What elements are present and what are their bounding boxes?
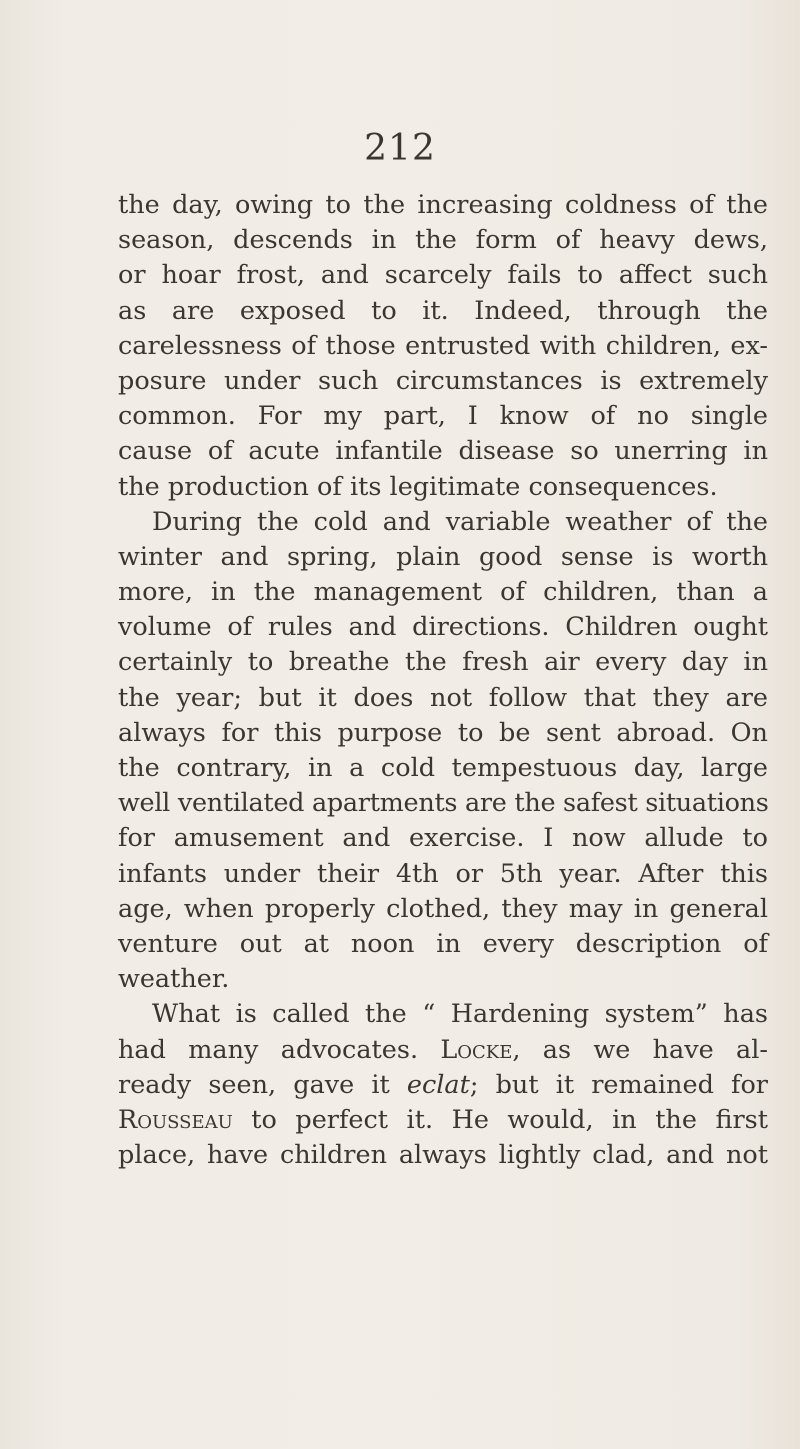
text-segment: , as we have al- <box>512 1034 768 1065</box>
italic-word-eclat: eclat <box>406 1069 470 1100</box>
text-line: or hoar frost, and scarcely fails to affect such <box>118 260 768 291</box>
text-line: the production of its legitimate consequences. <box>118 471 718 502</box>
text-line: weather. <box>118 964 230 995</box>
text-line: posure under such circumstances is extremely <box>118 365 768 396</box>
text-line: cause of acute infantile disease so unerring in <box>118 436 768 467</box>
text-line: the day, owing to the increasing coldness of the <box>118 190 768 220</box>
text-line: the year; but it does not follow that they are <box>118 682 768 713</box>
text-line: infants under their 4th or 5th year. After this <box>118 858 768 889</box>
body-text <box>118 188 768 1173</box>
text-segment: ready seen, gave it <box>118 1069 407 1100</box>
name-rousseau: Rousseau <box>118 1104 233 1135</box>
text-line: certainly to breathe the fresh air every day in <box>118 647 768 678</box>
text-line-eclat <box>118 1068 768 1103</box>
paragraph-start-line: What is called the “ Hardening system” has <box>152 999 768 1030</box>
text-line: well ventilated apartments are the safest situations <box>118 788 769 819</box>
text-segment: ; but it remained for <box>469 1069 768 1100</box>
text-line: for amusement and exercise. I now allude to <box>118 823 768 854</box>
text-line-rousseau <box>118 1103 768 1138</box>
text-line: as are exposed to it. Indeed, through the <box>118 295 768 326</box>
paragraph-start-line: During the cold and variable weather of the <box>152 506 768 537</box>
name-locke: Locke <box>440 1034 513 1065</box>
text-line: volume of rules and directions. Children ought <box>118 612 768 643</box>
text-line: venture out at noon in every description of <box>118 928 768 959</box>
text-line: the contrary, in a cold tempestuous day, large <box>118 753 768 783</box>
text-line: age, when properly clothed, they may in general <box>118 893 768 924</box>
text-segment: had many advocates. <box>118 1034 441 1065</box>
page-number: 212 <box>364 128 436 169</box>
text-line: more, in the management of children, than a <box>118 577 768 608</box>
text-line: always for this purpose to be sent abroad. On <box>118 717 768 748</box>
text-segment: to perfect it. He would, in the first <box>232 1104 768 1135</box>
text-line-locke <box>118 1033 768 1068</box>
text-line: season, descends in the form of heavy dews, <box>118 225 768 256</box>
text-line: place, have children always lightly clad, and not <box>118 1140 768 1171</box>
text-line: winter and spring, plain good sense is worth <box>118 541 768 572</box>
text-line: common. For my part, I know of no single <box>118 401 768 432</box>
text-line: carelessness of those entrusted with children, ex- <box>118 330 768 361</box>
